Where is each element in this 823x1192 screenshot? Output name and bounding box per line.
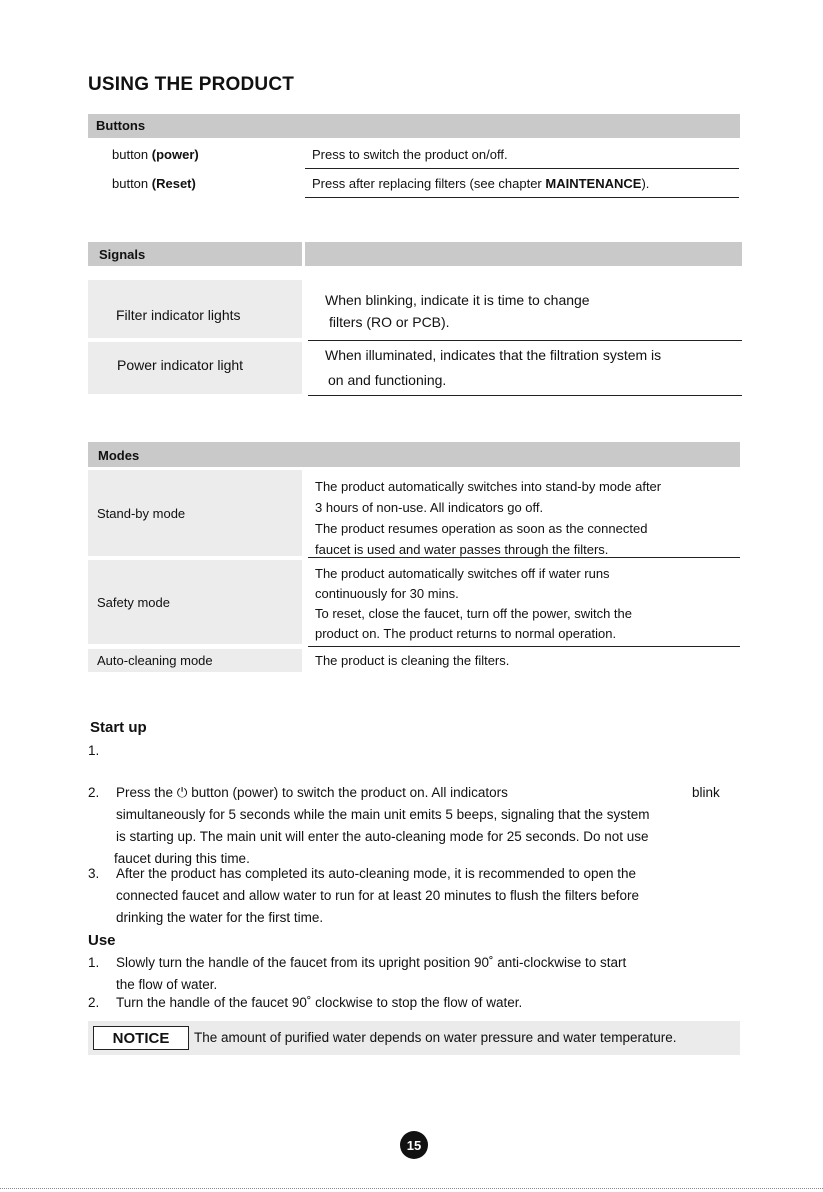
signals-header-bar xyxy=(88,242,302,266)
startup-step-1-number: 1. xyxy=(88,743,100,758)
safety-label: Safety mode xyxy=(97,595,170,610)
step-line: Press the ⏻ button (power) to switch the product on. All indicators xyxy=(116,785,508,800)
step-line: is starting up. The main unit will enter the auto-cleaning mode for 25 seconds. Do not use xyxy=(116,829,649,844)
reset-button-label xyxy=(112,175,196,193)
filter-indicator-desc-1: When blinking, indicate it is time to change xyxy=(325,292,590,308)
power-indicator-label: Power indicator light xyxy=(117,357,244,373)
step-line: Turn the handle of the faucet 90˚ clockwise to stop the flow of water. xyxy=(116,995,523,1010)
step-line: After the product has completed its auto-cleaning mode, it is recommended to open the xyxy=(116,866,637,881)
safety-desc xyxy=(315,564,632,644)
buttons-header-bar xyxy=(88,114,740,138)
notice-box xyxy=(88,1021,740,1055)
filter-indicator-desc-2: filters (RO or PCB). xyxy=(329,314,450,330)
use-step-1-number: 1. xyxy=(88,955,100,970)
desc-line: The product automatically switches off if water runs xyxy=(315,566,610,581)
row-divider xyxy=(308,395,742,396)
step-line: Slowly turn the handle of the faucet from its upright position 90˚ anti-clockwise to start xyxy=(116,955,627,970)
standby-desc xyxy=(315,476,661,560)
desc-line: The product automatically switches into stand-by mode after xyxy=(315,479,662,494)
row-divider xyxy=(305,197,739,198)
auto-cleaning-desc: The product is cleaning the filters. xyxy=(315,653,510,668)
startup-step-2 xyxy=(116,782,650,870)
startup-heading: Start up xyxy=(90,719,147,736)
use-step-1 xyxy=(116,952,626,996)
modes-header: Modes xyxy=(98,448,140,463)
notice-label: NOTICE xyxy=(93,1026,189,1050)
use-heading: Use xyxy=(88,932,116,949)
page-bottom-edge xyxy=(0,1188,823,1189)
row-divider xyxy=(308,340,742,341)
startup-step-2-blink: blink xyxy=(692,785,720,800)
desc-line: continuously for 30 mins. xyxy=(315,586,459,601)
power-button-desc xyxy=(312,146,508,164)
buttons-header: Buttons xyxy=(96,118,146,133)
button-label-prefix: button xyxy=(112,147,152,162)
power-indicator-desc-2: on and functioning. xyxy=(328,372,447,388)
startup-step-3-number: 3. xyxy=(88,866,100,881)
desc-bold: MAINTENANCE xyxy=(545,176,642,191)
step-line: the flow of water. xyxy=(116,977,218,992)
reset-button-desc xyxy=(312,175,649,193)
button-label-bold: (Reset) xyxy=(151,176,196,191)
desc-text: Press after replacing filters (see chapter xyxy=(312,176,546,191)
signals-header-bar-right xyxy=(305,242,742,266)
step-line: drinking the water for the first time. xyxy=(116,910,324,925)
use-step-2 xyxy=(116,992,522,1014)
step-line: connected faucet and allow water to run for at least 20 minutes to flush the filters before xyxy=(116,888,640,903)
desc-line: The product resumes operation as soon as the connected xyxy=(315,521,648,536)
desc-line: faucet is used and water passes through the filters. xyxy=(315,542,609,557)
auto-cleaning-label: Auto-cleaning mode xyxy=(97,653,213,668)
power-button-label xyxy=(112,146,199,164)
desc-text-post: ). xyxy=(641,176,650,191)
button-label-bold: (power) xyxy=(151,147,199,162)
page-number: 15 xyxy=(400,1131,428,1159)
standby-label: Stand-by mode xyxy=(97,506,186,521)
startup-step-3 xyxy=(116,863,639,929)
desc-text: Press to switch the product on/off. xyxy=(312,147,508,162)
step-line: simultaneously for 5 seconds while the main unit emits 5 beeps, signaling that the system xyxy=(116,807,650,822)
use-step-2-number: 2. xyxy=(88,995,100,1010)
desc-line: 3 hours of non-use. All indicators go off. xyxy=(315,500,544,515)
power-indicator-desc-1: When illuminated, indicates that the filtration system is xyxy=(325,347,662,363)
modes-header-bar xyxy=(88,442,740,467)
desc-line: product on. The product returns to normal operation. xyxy=(315,626,617,641)
row-divider xyxy=(308,557,740,558)
row-divider xyxy=(305,168,739,169)
button-label-prefix: button xyxy=(112,176,152,191)
step-line: faucet during this time. xyxy=(114,851,250,866)
notice-text: The amount of purified water depends on water pressure and water temperature. xyxy=(194,1030,677,1045)
filter-indicator-label: Filter indicator lights xyxy=(116,307,241,323)
row-divider xyxy=(308,646,740,647)
signals-header: Signals xyxy=(99,247,146,262)
page-title: USING THE PRODUCT xyxy=(88,74,295,95)
desc-line: To reset, close the faucet, turn off the power, switch the xyxy=(315,606,632,621)
startup-step-2-number: 2. xyxy=(88,785,100,800)
